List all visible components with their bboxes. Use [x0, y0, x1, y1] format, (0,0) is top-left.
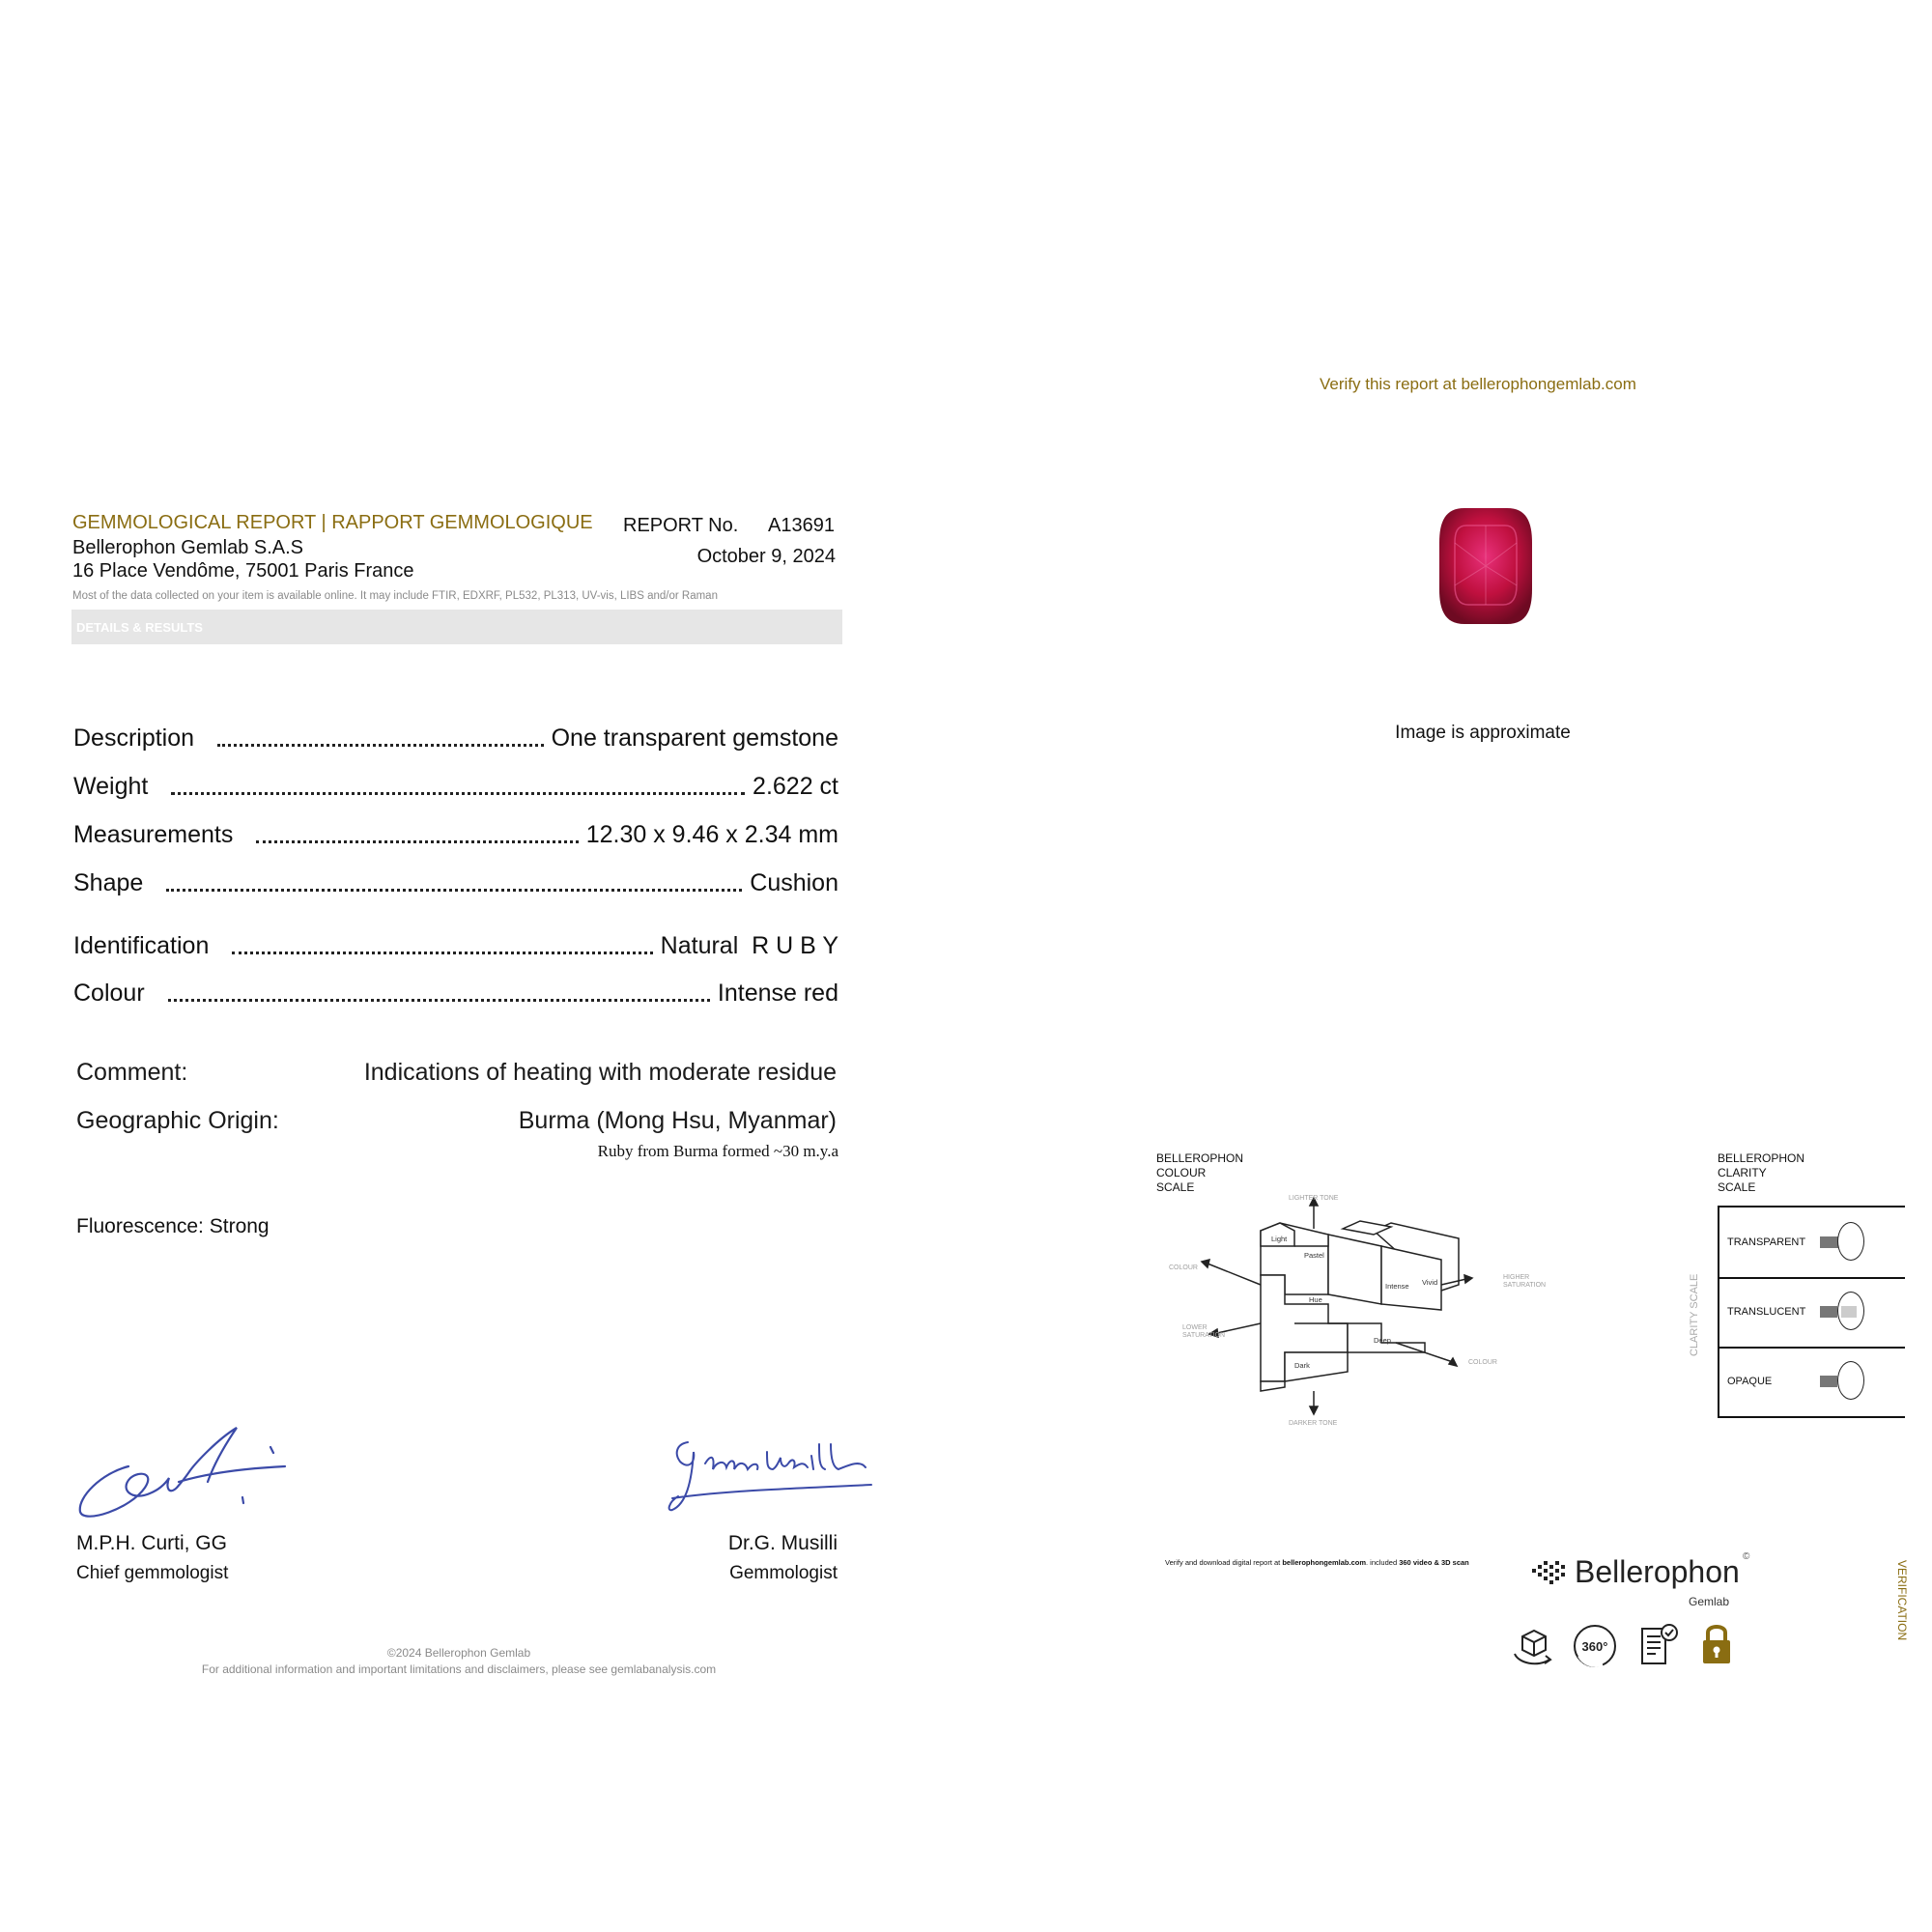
- clarity-label: OPAQUE: [1727, 1376, 1773, 1387]
- detail-label: Measurements: [73, 821, 234, 848]
- translucent-swatch: [1841, 1306, 1857, 1318]
- clarity-row-transparent: [1719, 1208, 1905, 1279]
- brand-reg: ©: [1743, 1551, 1750, 1562]
- digital-note-site[interactable]: bellerophongemlab.com: [1282, 1558, 1367, 1567]
- label-higher-sat-1: HIGHER: [1503, 1274, 1530, 1281]
- digital-note: [1165, 1558, 1469, 1567]
- digital-note-prefix: Verify and download digital report at: [1165, 1558, 1283, 1567]
- clarity-indicator-icon: [1837, 1361, 1864, 1400]
- signatory-name: Dr.G. Musilli: [727, 1532, 838, 1554]
- detail-value: Natural R U B Y: [660, 932, 838, 959]
- label-vivid: Vivid: [1422, 1278, 1438, 1287]
- signatory-role: Gemmologist: [729, 1563, 838, 1583]
- detail-label: Weight: [73, 773, 149, 800]
- detail-row-weight: [73, 762, 838, 801]
- clarity-table: [1718, 1206, 1905, 1418]
- title-line: SCALE: [1156, 1180, 1195, 1194]
- label-pastel: Pastel: [1304, 1251, 1324, 1260]
- digital-note-bold: 360 video & 3D scan: [1399, 1558, 1469, 1567]
- 360-video-icon: [1572, 1623, 1618, 1669]
- detail-value: 12.30 x 9.46 x 2.34 mm: [585, 821, 838, 848]
- detail-row-description: [73, 714, 838, 753]
- title-line: BELLEROPHON: [1718, 1151, 1805, 1165]
- detail-row-measurements: [73, 810, 838, 849]
- detail-row-shape: [73, 859, 838, 897]
- detail-value: Cushion: [750, 869, 838, 896]
- detail-value: 2.622 ct: [753, 773, 838, 800]
- verification-side-label: VERIFICATION: [1895, 1560, 1909, 1641]
- label-darker-tone: DARKER TONE: [1289, 1420, 1338, 1427]
- signatory-name: M.P.H. Curti, GG: [76, 1532, 227, 1554]
- digital-note-middle: . included: [1366, 1558, 1400, 1567]
- footer-copyright: ©2024 Bellerophon Gemlab: [386, 1646, 531, 1660]
- clarity-scale-title: [1718, 1151, 1804, 1195]
- report-document-icon: [1636, 1621, 1683, 1669]
- brand-name: Bellerophon: [1575, 1554, 1740, 1589]
- label-colour-right: COLOUR: [1468, 1359, 1497, 1366]
- footer-disclaimer: For additional information and important limitations and disclaimers, please see gemlabanalysis.com: [201, 1662, 717, 1676]
- title-line: SCALE: [1718, 1180, 1756, 1194]
- signature-curti: [72, 1420, 295, 1526]
- label-higher-sat-2: SATURATION: [1503, 1282, 1547, 1289]
- dot-leader: [256, 839, 578, 843]
- clarity-label: TRANSLUCENT: [1727, 1306, 1806, 1318]
- 360-label: 360°: [1581, 1639, 1608, 1654]
- clarity-label: TRANSPARENT: [1727, 1236, 1806, 1248]
- lab-address: 16 Place Vendôme, 75001 Paris France: [72, 560, 414, 582]
- clarity-side-label: CLARITY SCALE: [1689, 1273, 1700, 1356]
- detail-label: Identification: [73, 932, 210, 959]
- lab-name: Bellerophon Gemlab S.A.S: [72, 537, 304, 558]
- verify-link[interactable]: Verify this report at bellerophongemlab.com: [1320, 375, 1636, 393]
- dot-leader: [166, 888, 742, 892]
- clarity-indicator-icon: [1837, 1222, 1864, 1261]
- label-deep: Deep: [1374, 1336, 1391, 1345]
- comment-value: Indications of heating with moderate residue: [363, 1059, 837, 1086]
- report-no: A13691: [768, 515, 835, 536]
- image-caption: Image is approximate: [1395, 723, 1571, 743]
- label-colour-left: COLOUR: [1169, 1264, 1198, 1271]
- gem-image: [1435, 504, 1536, 628]
- clarity-row-opaque: [1719, 1347, 1905, 1416]
- label-dark: Dark: [1294, 1361, 1310, 1370]
- origin-label: Geographic Origin:: [76, 1107, 279, 1134]
- dot-leader: [217, 743, 544, 747]
- dot-leader: [168, 998, 710, 1002]
- detail-label: Description: [73, 724, 195, 752]
- label-intense: Intense: [1385, 1282, 1409, 1291]
- label-lower-sat-1: LOWER: [1182, 1324, 1208, 1331]
- brand-sub: Gemlab: [1689, 1595, 1730, 1608]
- detail-row-identification: [73, 922, 838, 960]
- report-title: GEMMOLOGICAL REPORT | RAPPORT GEMMOLOGIQUE: [72, 512, 593, 533]
- report-date: October 9, 2024: [696, 546, 836, 567]
- label-lower-sat-2: SATURATION: [1182, 1332, 1226, 1339]
- fluorescence: Fluorescence: Strong: [76, 1215, 270, 1237]
- signature-musilli: [667, 1435, 874, 1517]
- title-line: BELLEROPHON: [1156, 1151, 1244, 1165]
- title-line: COLOUR: [1156, 1166, 1207, 1179]
- lock-icon: [1698, 1619, 1735, 1667]
- data-note: Most of the data collected on your item is available online. It may include FTIR, EDXRF, PL532, PL313, UV-vis, LIBS and/or Raman: [72, 590, 718, 602]
- detail-value: Intense red: [717, 980, 838, 1007]
- 3d-scan-icon: [1509, 1621, 1557, 1669]
- origin-note: Ruby from Burma formed ~30 m.y.a: [597, 1142, 838, 1160]
- detail-label: Colour: [73, 980, 145, 1007]
- dot-leader: [232, 951, 652, 954]
- signatory-role: Chief gemmologist: [76, 1563, 229, 1583]
- comment-label: Comment:: [76, 1059, 188, 1086]
- label-light: Light: [1271, 1235, 1288, 1243]
- bellerophon-logo-icon: [1530, 1559, 1569, 1588]
- report-no-label: REPORT No.: [623, 515, 739, 536]
- label-hue: Hue: [1309, 1295, 1322, 1304]
- label-lighter-tone: LIGHTER TONE: [1289, 1195, 1339, 1202]
- transparency-swatch: [1820, 1306, 1837, 1318]
- section-bar-label: DETAILS & RESULTS: [76, 620, 203, 635]
- detail-label: Shape: [73, 869, 144, 896]
- colour-scale-diagram: [1159, 1188, 1565, 1430]
- section-bar: [71, 610, 842, 644]
- detail-value: One transparent gemstone: [551, 724, 838, 752]
- dot-leader: [171, 791, 745, 795]
- title-line: CLARITY: [1718, 1166, 1767, 1179]
- transparency-swatch: [1820, 1376, 1837, 1387]
- origin-value: Burma (Mong Hsu, Myanmar): [518, 1107, 837, 1134]
- clarity-row-translucent: [1719, 1277, 1905, 1349]
- detail-row-colour: [73, 969, 838, 1008]
